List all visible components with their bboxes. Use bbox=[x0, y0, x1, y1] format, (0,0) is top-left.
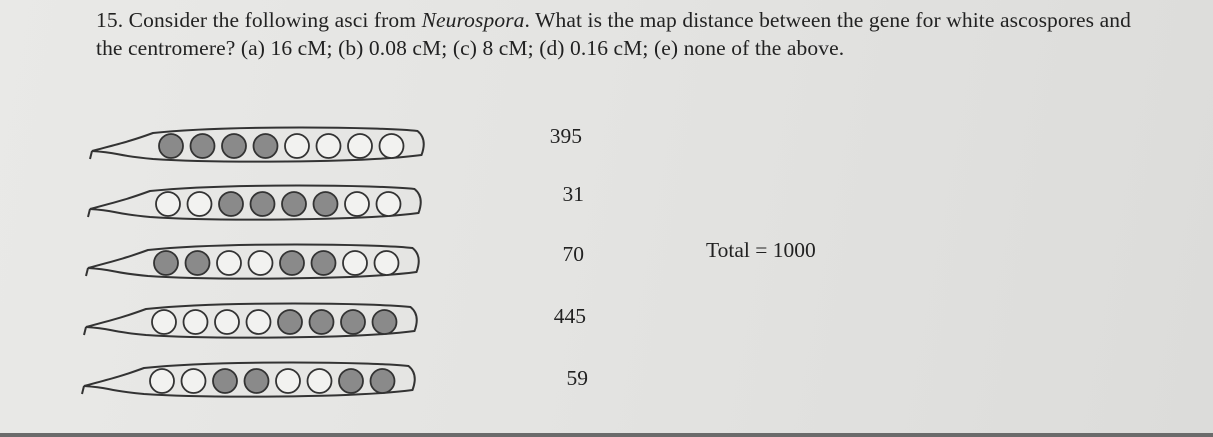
ascus-stalk-2 bbox=[88, 209, 90, 217]
ascus-stalk-5 bbox=[82, 386, 84, 394]
spore-white-4-2 bbox=[184, 310, 208, 334]
spore-black-2-6 bbox=[314, 192, 338, 216]
spore-white-1-6 bbox=[317, 134, 341, 158]
ascus-count-3: 70 bbox=[562, 242, 584, 266]
spore-black-1-2 bbox=[191, 134, 215, 158]
spore-black-4-6 bbox=[310, 310, 334, 334]
ascus-count-1: 395 bbox=[549, 124, 582, 148]
ascus-count-4: 445 bbox=[553, 304, 586, 328]
spore-black-2-4 bbox=[251, 192, 275, 216]
spore-white-3-3 bbox=[217, 251, 241, 275]
spore-black-5-8 bbox=[371, 369, 395, 393]
spore-black-1-3 bbox=[222, 134, 246, 158]
spore-white-1-7 bbox=[348, 134, 372, 158]
ascus-stalk-3 bbox=[86, 268, 88, 276]
spore-white-4-3 bbox=[215, 310, 239, 334]
ascus-stalk-4 bbox=[84, 327, 86, 335]
spore-white-2-8 bbox=[377, 192, 401, 216]
ascus-count-5: 59 bbox=[566, 366, 588, 390]
spore-white-2-1 bbox=[156, 192, 180, 216]
spore-white-3-7 bbox=[343, 251, 367, 275]
spore-black-3-5 bbox=[280, 251, 304, 275]
ascus-count-2: 31 bbox=[562, 182, 584, 206]
spore-black-3-2 bbox=[186, 251, 210, 275]
spore-white-5-5 bbox=[276, 369, 300, 393]
spore-black-5-3 bbox=[213, 369, 237, 393]
spore-white-1-5 bbox=[285, 134, 309, 158]
ascus-stalk-1 bbox=[90, 151, 92, 159]
spore-black-5-4 bbox=[245, 369, 269, 393]
spore-black-3-1 bbox=[154, 251, 178, 275]
spore-white-3-8 bbox=[375, 251, 399, 275]
organism-name: Neurospora bbox=[421, 8, 525, 32]
spore-black-4-7 bbox=[341, 310, 365, 334]
spore-white-2-7 bbox=[345, 192, 369, 216]
table-edge bbox=[0, 433, 1213, 437]
question-text-part-1: Consider the following asci from bbox=[128, 8, 422, 32]
spore-black-2-5 bbox=[282, 192, 306, 216]
spore-white-5-1 bbox=[150, 369, 174, 393]
spore-white-4-4 bbox=[247, 310, 271, 334]
spore-white-1-8 bbox=[380, 134, 404, 158]
spore-black-3-6 bbox=[312, 251, 336, 275]
spore-black-4-5 bbox=[278, 310, 302, 334]
question-text-part-2: . What is the map distance between the gene for white ascospores and the centromere? (a) 16 cM; (b) 0.08 cM; (c) 8 cM; (d) 0.16 cM; (e) none of the above. bbox=[96, 8, 1131, 60]
spore-black-1-1 bbox=[159, 134, 183, 158]
spore-white-4-1 bbox=[152, 310, 176, 334]
spore-black-4-8 bbox=[373, 310, 397, 334]
spore-white-5-2 bbox=[182, 369, 206, 393]
spore-black-1-4 bbox=[254, 134, 278, 158]
spore-white-2-2 bbox=[188, 192, 212, 216]
total-label: Total = 1000 bbox=[706, 238, 816, 262]
spore-white-5-6 bbox=[308, 369, 332, 393]
spore-black-2-3 bbox=[219, 192, 243, 216]
spore-black-5-7 bbox=[339, 369, 363, 393]
question-number: 15. bbox=[96, 8, 124, 32]
spore-white-3-4 bbox=[249, 251, 273, 275]
